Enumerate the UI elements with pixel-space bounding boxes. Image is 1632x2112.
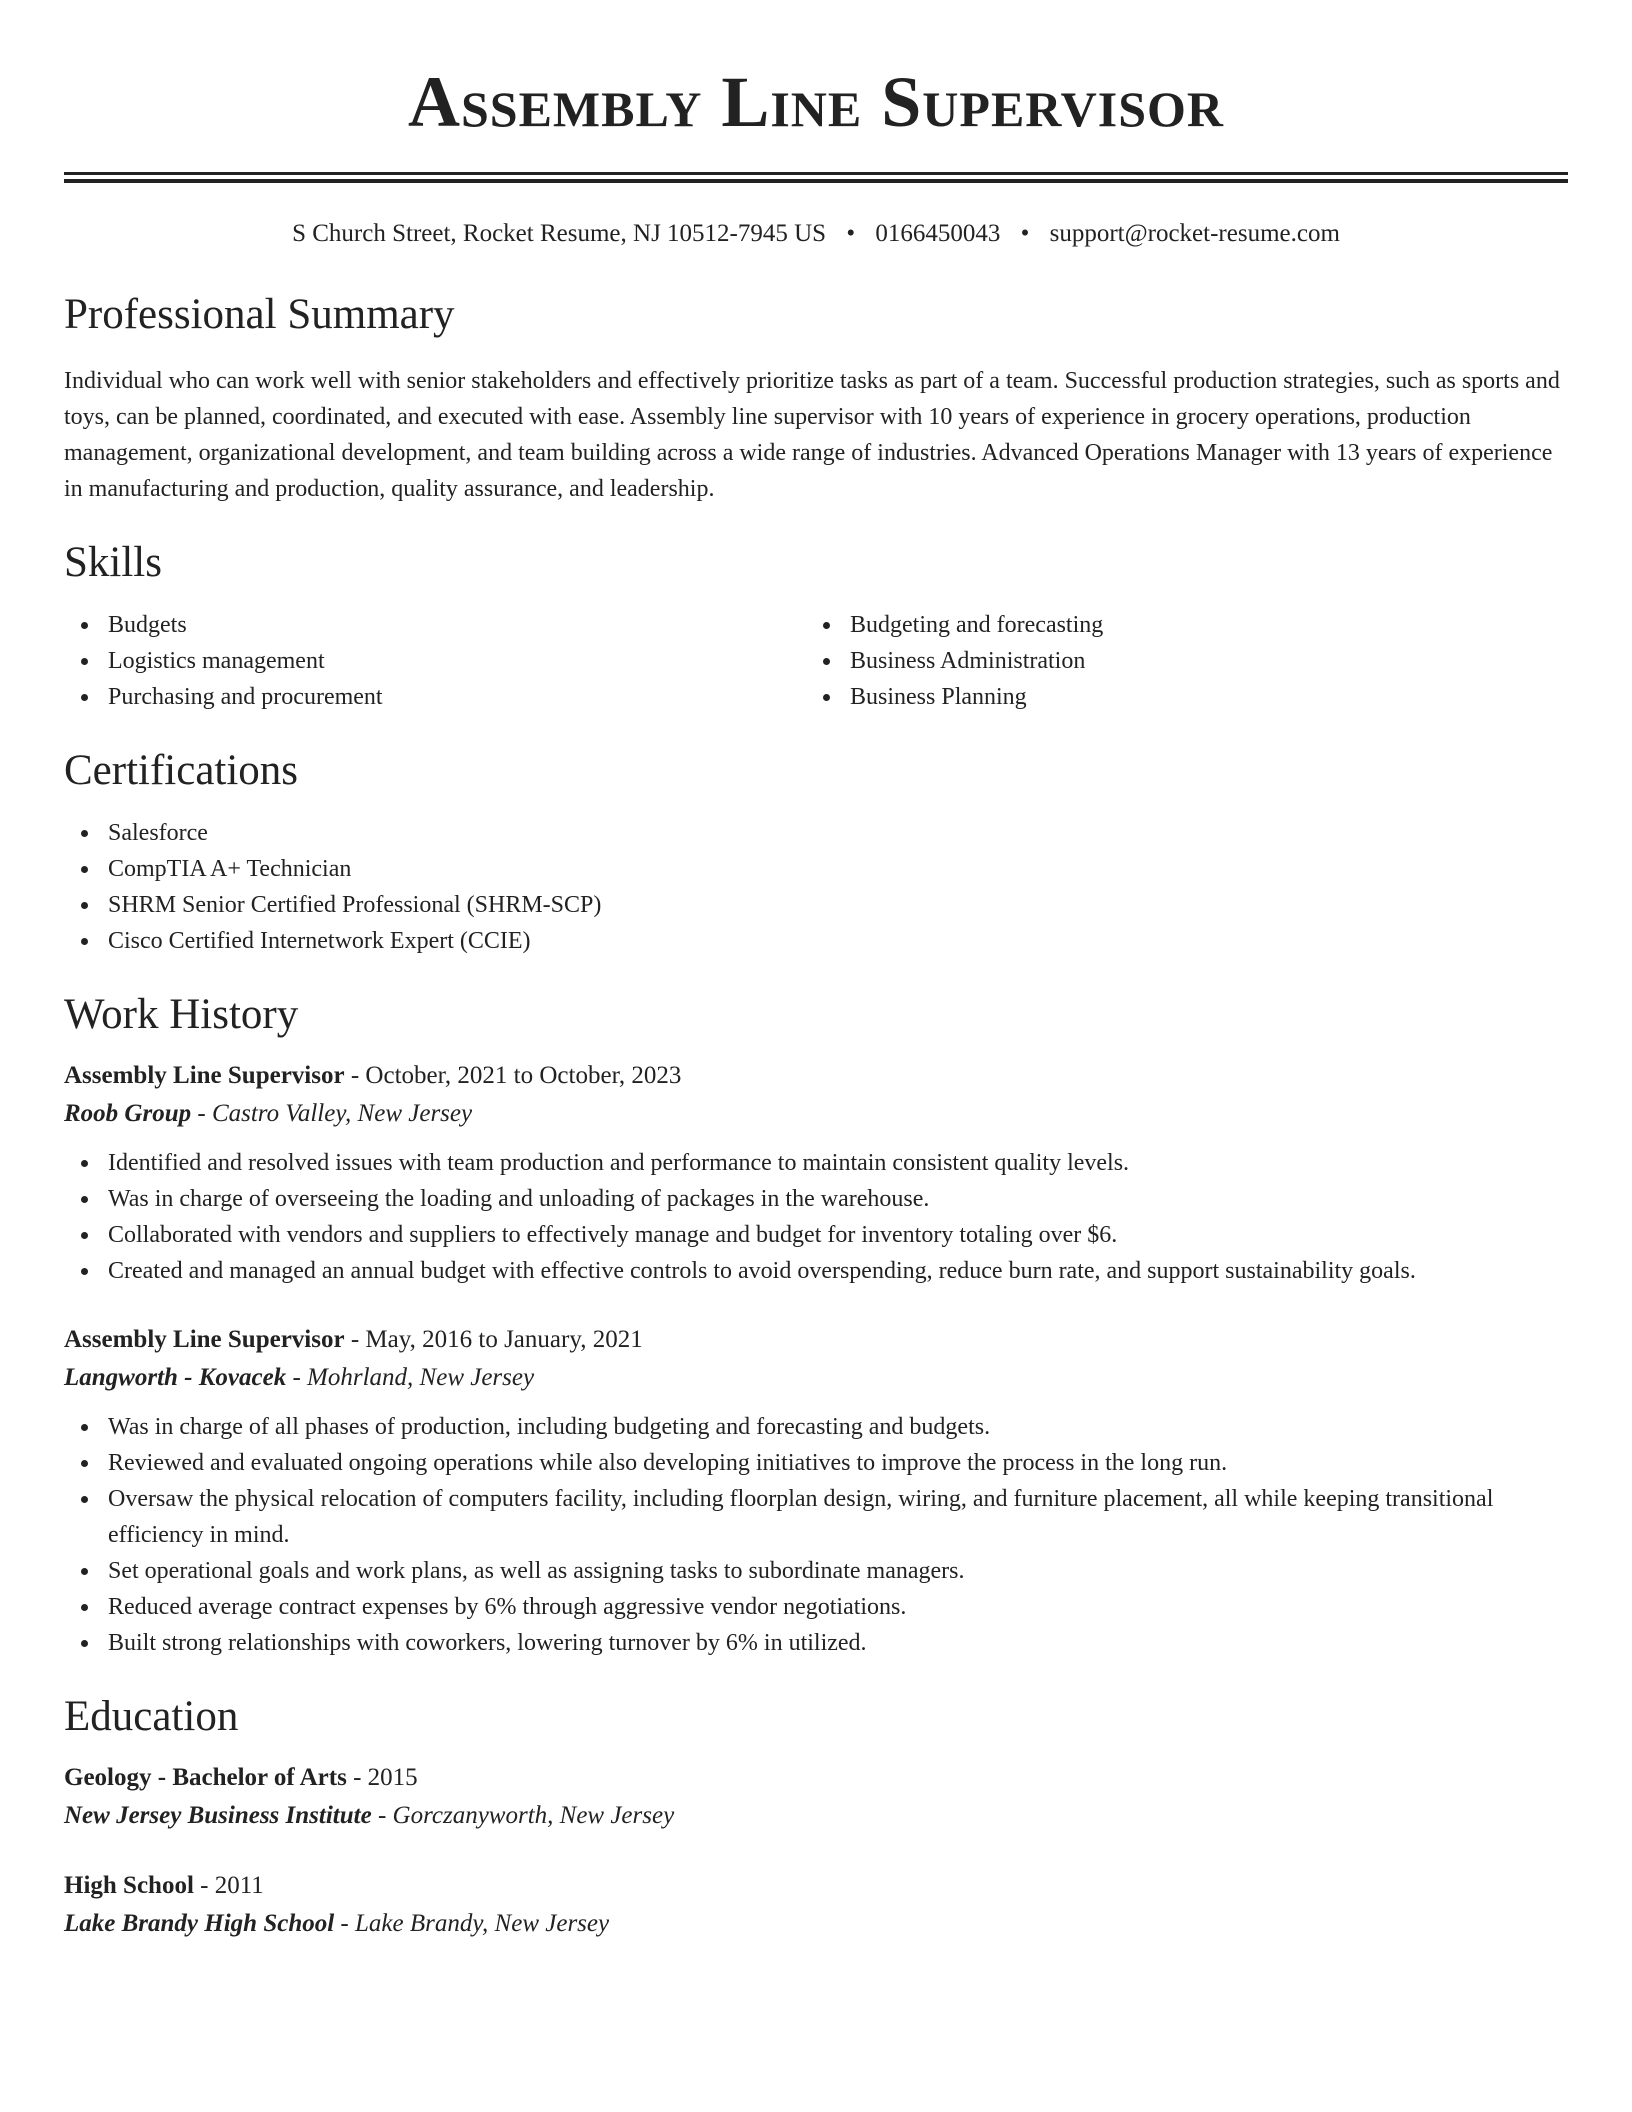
- certification-item: CompTIA A+ Technician: [64, 851, 1568, 887]
- job-company: Langworth - Kovacek: [64, 1364, 287, 1391]
- summary-text: Individual who can work well with senior stakeholders and effectively prioritize tasks as part of a team. Successful production strategies, such as sports and toys, can be planned, coordinated, and executed with ease. Assembly line supervisor with 10 years of experience in grocery operations, production management, organizational development, and team building across a wide range of industries. Advanced Operations Manager with 13 years of experience in manufacturing and production, quality assurance, and leadership.: [64, 368, 1560, 502]
- header-double-rule: [64, 172, 1568, 183]
- job-location: - Mohrland, New Jersey: [286, 1364, 535, 1391]
- skill-item: Purchasing and procurement: [64, 679, 806, 715]
- certification-item: SHRM Senior Certified Professional (SHRM-SCP): [64, 887, 1568, 923]
- skill-item: Logistics management: [64, 643, 806, 679]
- job-role: Assembly Line Supervisor: [64, 1326, 345, 1353]
- job-bullet: Set operational goals and work plans, as well as assigning tasks to subordinate managers.: [64, 1553, 1568, 1589]
- job-company-line: [64, 1095, 1568, 1133]
- education-school-line: [64, 1797, 1568, 1835]
- work-history-heading: Work History: [64, 991, 299, 1038]
- skills-section: [64, 537, 1568, 715]
- education-location: - Gorczanyworth, New Jersey: [371, 1802, 675, 1829]
- job-bullet: Was in charge of all phases of production, including budgeting and forecasting and budgets.: [64, 1409, 1568, 1445]
- contact-separator: •: [1020, 220, 1030, 247]
- summary-heading: Professional Summary: [64, 291, 455, 338]
- education-location: - Lake Brandy, New Jersey: [334, 1910, 610, 1937]
- education-heading: Education: [64, 1693, 239, 1740]
- job-bullet: Oversaw the physical relocation of computers facility, including floorplan design, wiring, and furniture placement, all while keeping transitional efficiency in mind.: [64, 1481, 1568, 1553]
- job-location: - Castro Valley, New Jersey: [191, 1100, 473, 1127]
- education-year: - 2011: [193, 1872, 264, 1899]
- education-entry: [64, 1867, 1568, 1943]
- education-school: Lake Brandy High School: [64, 1910, 335, 1937]
- education-degree: Geology - Bachelor of Arts: [64, 1764, 347, 1791]
- education-school: New Jersey Business Institute: [64, 1802, 372, 1829]
- skills-right-column: [806, 607, 1548, 715]
- candidate-name: Assembly Line Supervisor: [407, 62, 1225, 142]
- job-dates: - October, 2021 to October, 2023: [344, 1062, 682, 1089]
- contact-address: S Church Street, Rocket Resume, NJ 10512-7945 US: [292, 220, 827, 247]
- skill-item: Budgets: [64, 607, 806, 643]
- summary-section: [64, 289, 1568, 507]
- education-entry: [64, 1759, 1568, 1835]
- job-title-line: [64, 1321, 1568, 1359]
- job-bullet: Was in charge of overseeing the loading and unloading of packages in the warehouse.: [64, 1181, 1568, 1217]
- certifications-heading: Certifications: [64, 747, 299, 794]
- job-entry: [64, 1321, 1568, 1661]
- job-company-line: [64, 1359, 1568, 1397]
- job-bullet: Collaborated with vendors and suppliers to effectively manage and budget for inventory totaling over $6.: [64, 1217, 1568, 1253]
- job-bullets: [64, 1145, 1568, 1289]
- contact-separator: •: [846, 220, 856, 247]
- job-title-line: [64, 1057, 1568, 1095]
- education-degree-line: [64, 1759, 1568, 1797]
- job-dates: - May, 2016 to January, 2021: [344, 1326, 643, 1353]
- certification-item: Salesforce: [64, 815, 1568, 851]
- job-bullet: Built strong relationships with coworkers, lowering turnover by 6% in utilized.: [64, 1625, 1568, 1661]
- work-history-section: [64, 989, 1568, 1661]
- contact-email[interactable]: support@rocket-resume.com: [1049, 220, 1340, 247]
- education-degree-line: [64, 1867, 1568, 1905]
- skills-heading: Skills: [64, 539, 162, 586]
- contact-line: [64, 217, 1568, 251]
- job-bullets: [64, 1409, 1568, 1661]
- certifications-list: [64, 815, 1568, 959]
- education-school-line: [64, 1905, 1568, 1943]
- job-company: Roob Group: [64, 1100, 192, 1127]
- education-year: - 2015: [346, 1764, 418, 1791]
- certification-item: Cisco Certified Internetwork Expert (CCIE): [64, 923, 1568, 959]
- skill-item: Budgeting and forecasting: [806, 607, 1548, 643]
- certifications-section: [64, 745, 1568, 959]
- skills-left-column: [64, 607, 806, 715]
- education-section: [64, 1691, 1568, 1943]
- job-role: Assembly Line Supervisor: [64, 1062, 345, 1089]
- skills-grid: [64, 607, 1568, 715]
- job-bullet: Identified and resolved issues with team production and performance to maintain consistent quality levels.: [64, 1145, 1568, 1181]
- skill-item: Business Planning: [806, 679, 1548, 715]
- contact-phone: 0166450043: [875, 220, 1001, 247]
- skill-item: Business Administration: [806, 643, 1548, 679]
- job-bullet: Reviewed and evaluated ongoing operations while also developing initiatives to improve the process in the long run.: [64, 1445, 1568, 1481]
- job-bullet: Created and managed an annual budget with effective controls to avoid overspending, reduce burn rate, and support sustainability goals.: [64, 1253, 1568, 1289]
- job-bullet: Reduced average contract expenses by 6% through aggressive vendor negotiations.: [64, 1589, 1568, 1625]
- job-entry: [64, 1057, 1568, 1289]
- education-degree: High School: [64, 1872, 194, 1899]
